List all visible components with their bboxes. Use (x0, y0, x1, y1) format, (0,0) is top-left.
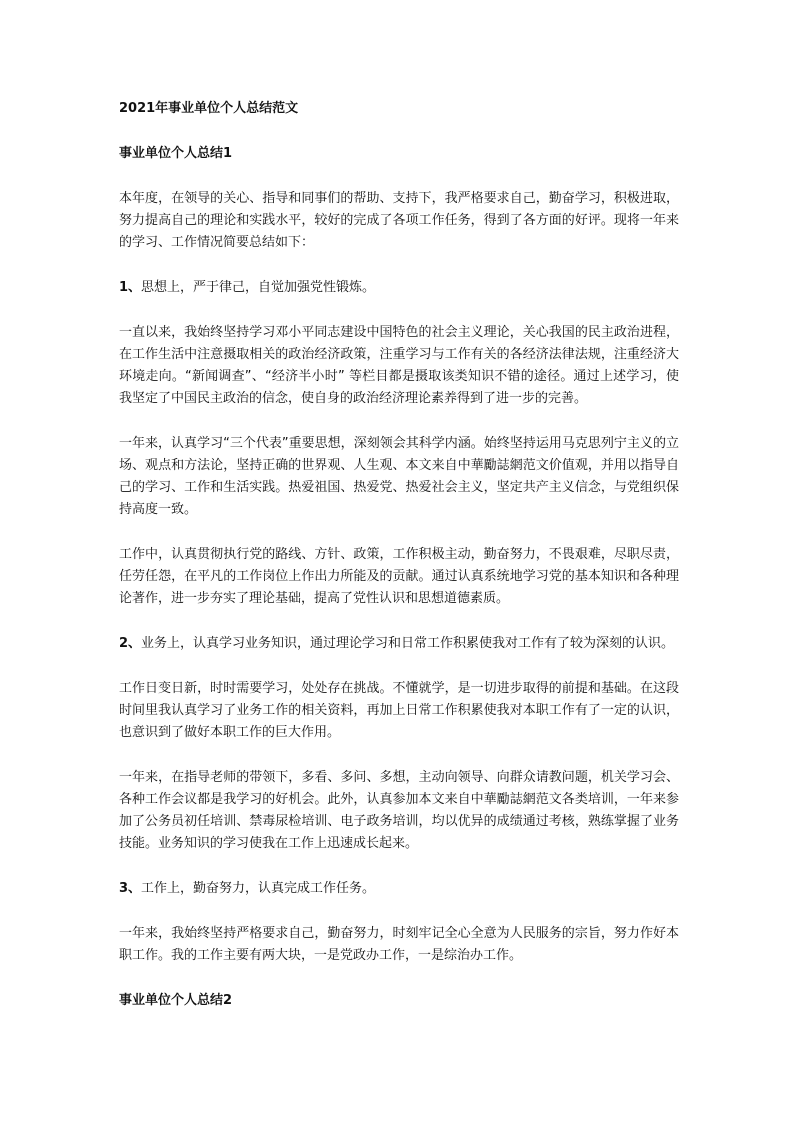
paragraph-1: 一直以来，我始终坚持学习邓小平同志建设中国特色的社会主义理论，关心我国的民主政治进程，在工作生活中注意摄取相关的政治经济政策，注重学习与工作有关的各经济法律法规，注重经济大环境走向。“新闻调查”、“经济半小时” 等栏目都是摄取该类知识不错的途径。通过上述学习，使我坚定了中国民主政治的信念，使自身的政治经济理论素养得到了进一步的完善。 (119, 325, 679, 406)
summary-2-heading: 事业单位个人总结2 (119, 993, 233, 1008)
section-1-heading (119, 277, 679, 299)
section-1-text: 思想上，严于律己，自觉加强党性锻炼。 (141, 280, 376, 295)
paragraph-3: 工作中，认真贯彻执行党的路线、方针、政策，工作积极主动，勤奋努力，不畏艰难，尽职尽责，任劳任怨，在平凡的工作岗位上作出力所能及的贡献。通过认真系统地学习党的基本知识和各种理论著作，进一步夯实了理论基础，提高了党性认识和思想道德素质。 (119, 547, 679, 606)
section-1-number: 1、 (119, 280, 142, 295)
intro-paragraph: 本年度，在领导的关心、指导和同事们的帮助、支持下，我严格要求自己，勤奋学习，积极进取，努力提高自己的理论和实践水平，较好的完成了各项工作任务，得到了各方面的好评。现将一年来的学习、工作情况简要总结如下： (119, 191, 679, 250)
paragraph-4: 工作日变日新，时时需要学习，处处存在挑战。不懂就学，是一切进步取得的前提和基础。在这段时间里我认真学习了业务工作的相关资料，再加上日常工作积累使我对本职工作有了一定的认识，也意识到了做好本职工作的巨大作用。 (119, 681, 679, 740)
section-2-text: 业务上，认真学习业务知识，通过理论学习和日常工作积累使我对工作有了较为深刻的认识。 (141, 636, 675, 651)
paragraph-2: 一年来，认真学习“三个代表”重要思想，深刻领会其科学内涵。始终坚持运用马克思列宁主义的立场、观点和方法论，坚持正确的世界观、人生观、本文来自中華勵誌網范文价值观，并用以指导自己的学习、工作和生活实践。热爱祖国、热爱党、热爱社会主义，坚定共产主义信念，与党组织保持高度一致。 (119, 436, 679, 517)
section-3-number: 3、 (119, 881, 142, 896)
section-3-text: 工作上，勤奋努力，认真完成工作任务。 (141, 881, 376, 896)
section-2-number: 2、 (119, 636, 142, 651)
summary-1-heading: 事业单位个人总结1 (119, 146, 233, 161)
document-page (119, 98, 679, 1035)
section-2-heading (119, 633, 679, 655)
paragraph-5: 一年来，在指导老师的带领下，多看、多问、多想，主动向领导、向群众请教问题，机关学习会、各种工作会议都是我学习的好机会。此外，认真参加本文来自中華勵誌網范文各类培训，一年来参加了公务员初任培训、禁毒尿检培训、电子政务培训，均以优异的成绩通过考核，熟练掌握了业务技能。业务知识的学习使我在工作上迅速成长起来。 (119, 770, 679, 851)
paragraph-6: 一年来，我始终坚持严格要求自己，勤奋努力，时刻牢记全心全意为人民服务的宗旨，努力作好本职工作。我的工作主要有两大块，一是党政办工作，一是综治办工作。 (119, 926, 679, 963)
section-3-heading (119, 878, 679, 900)
document-title: 2021年事业单位个人总结范文 (119, 101, 299, 116)
